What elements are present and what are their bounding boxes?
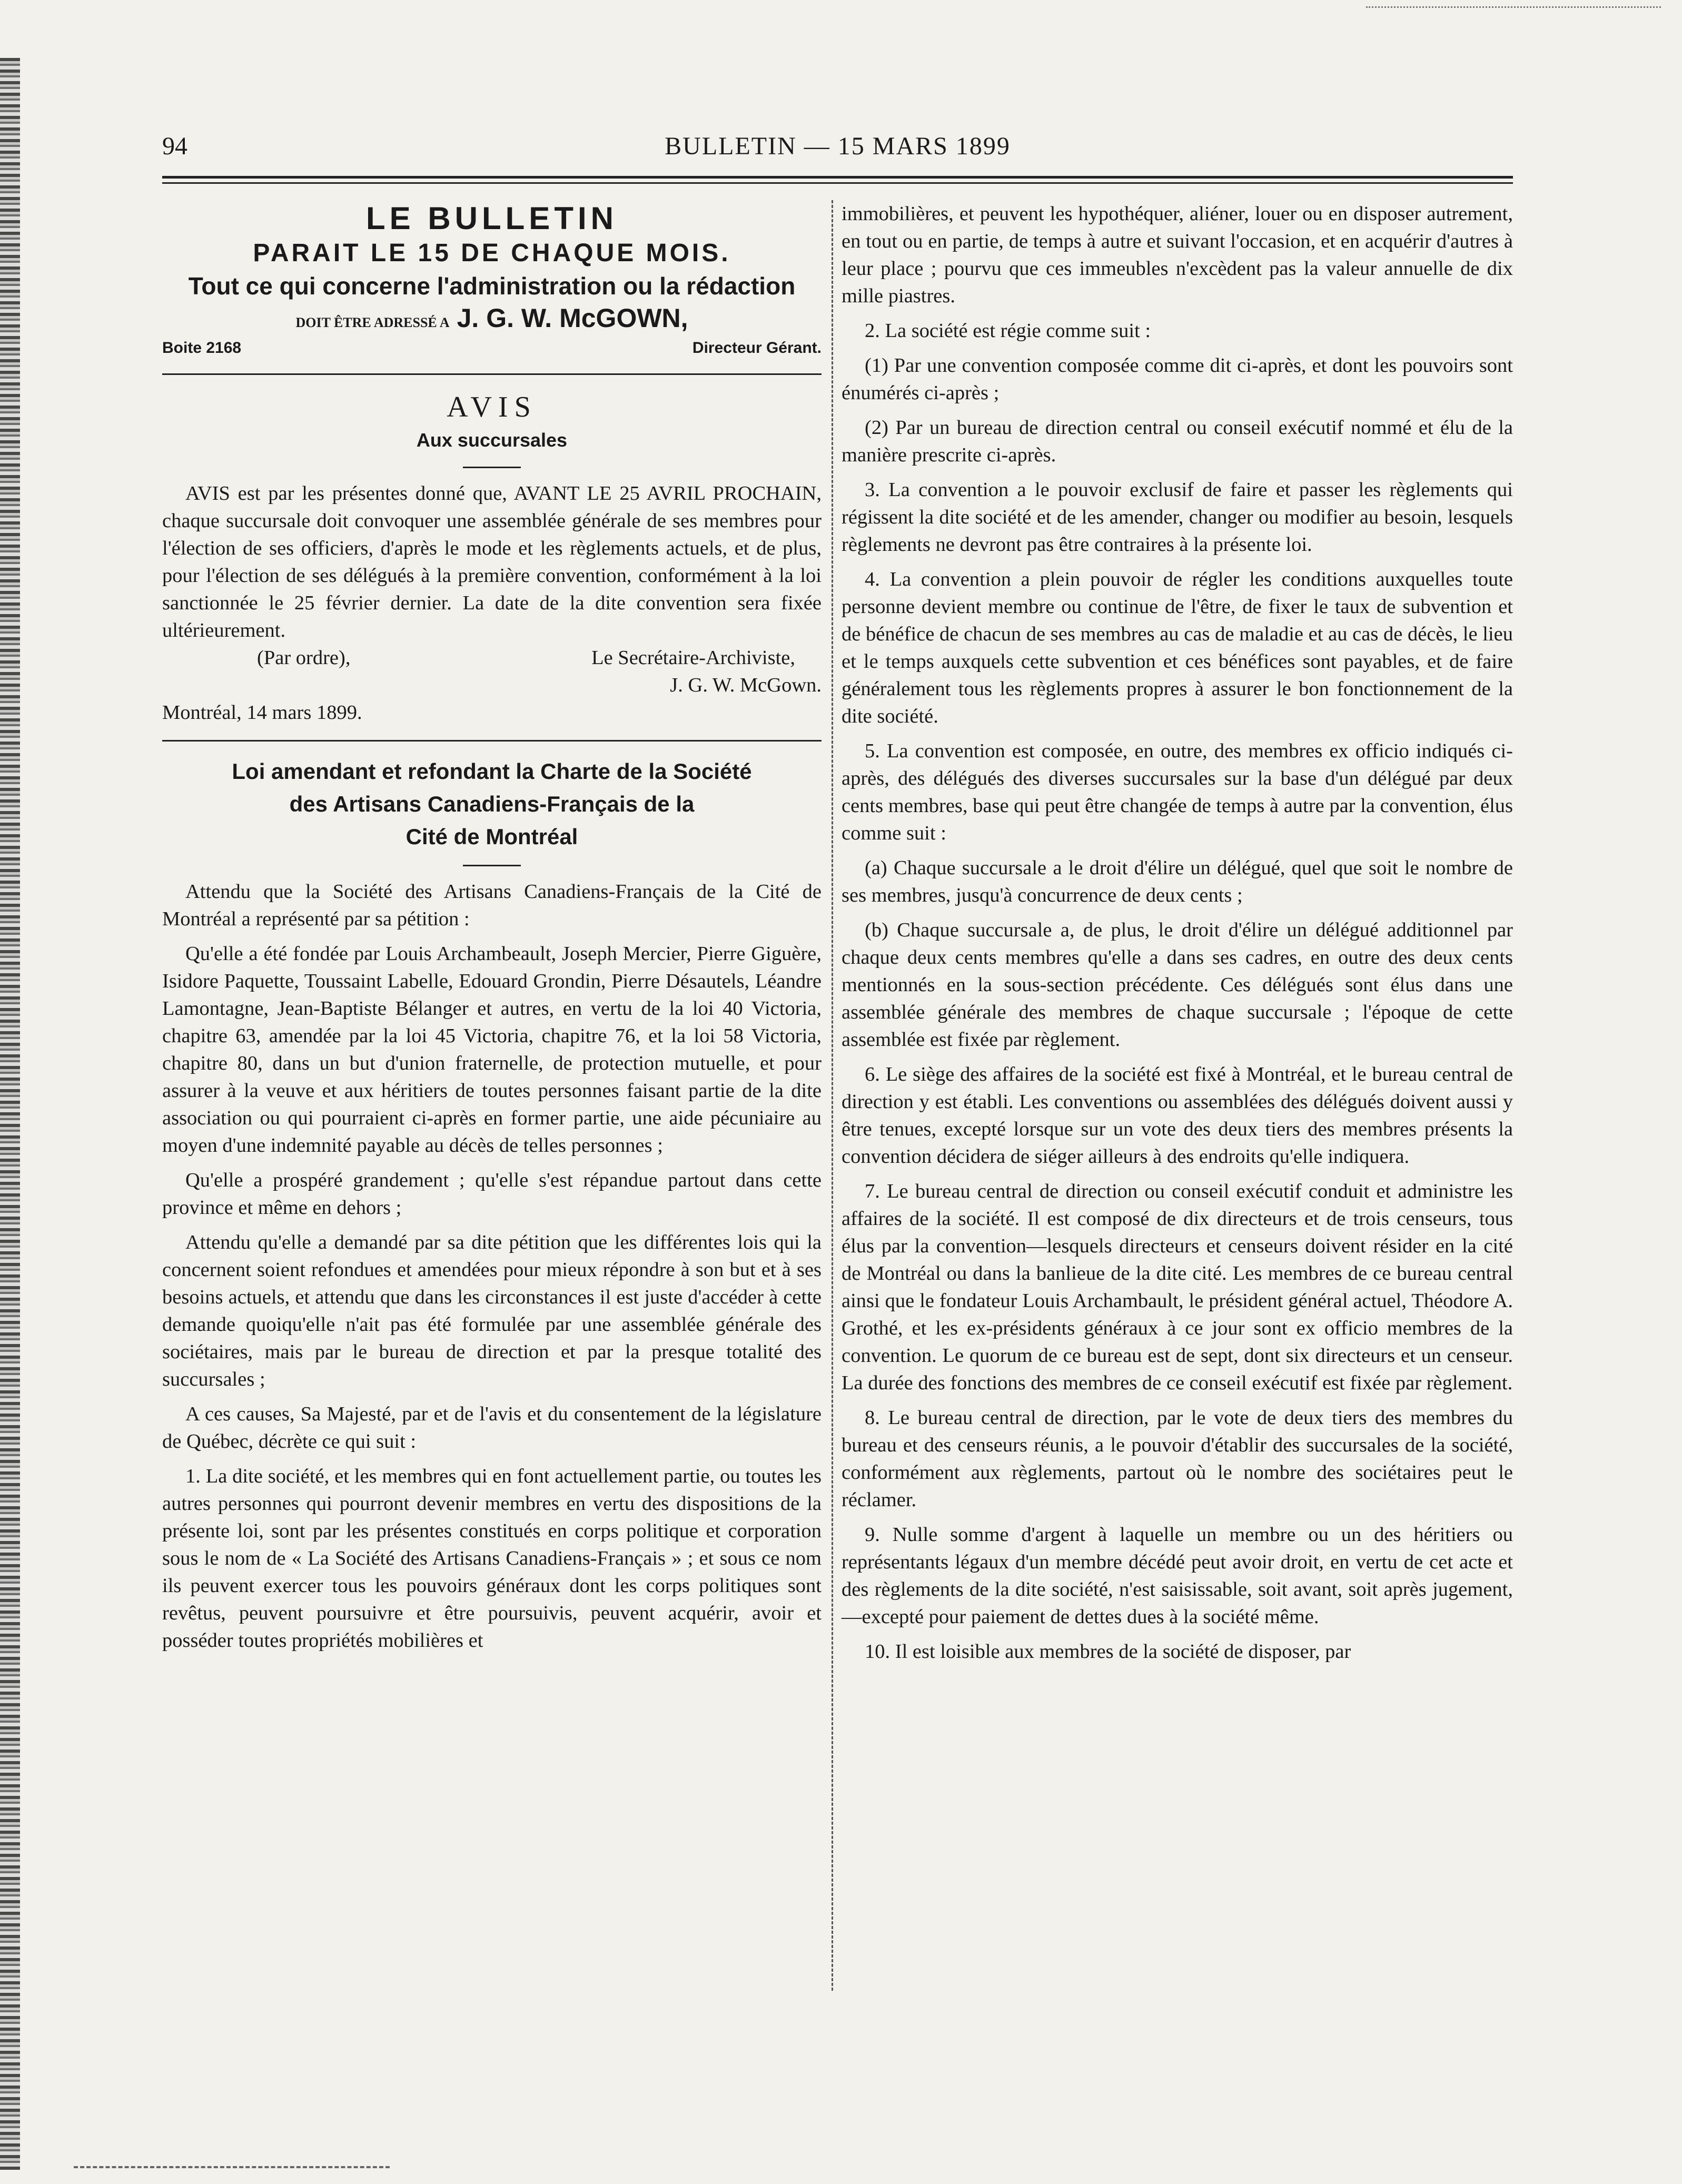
address-name: J. G. W. McGOWN, (457, 303, 688, 333)
masthead-footer (162, 337, 822, 360)
post-box: Boite 2168 (162, 339, 242, 357)
scanned-page-edge (0, 58, 20, 2170)
law-title-line: Loi amendant et refondant la Charte de la Société (232, 759, 752, 784)
law-subsection: (1) Par une convention composée comme dit ci-après, et dont les pouvoirs sont énumérés ci-après ; (842, 354, 1513, 404)
header-rule-bottom (162, 182, 1513, 184)
avis-signer-name: J. G. W. McGown. (670, 674, 822, 696)
avis-place-date: Montréal, 14 mars 1899. (162, 701, 362, 724)
scan-noise-bottom (74, 2166, 390, 2175)
law-article: 9. Nulle somme d'argent à laquelle un membre ou un des héritiers ou représentants légaux d'un membre décédé peut avoir droit, en vertu de cet acte et des règlements de la dite société, n'est saisissable, soit avant, soit après jugement,—excepté pour paiement de dettes dues à la société même. (842, 1524, 1513, 1628)
header-rule-top (162, 176, 1513, 179)
law-article: 7. Le bureau central de direction ou conseil exécutif conduit et administre les affaires de la société. Il est composé de dix directeurs et de trois censeurs, tous élus par la convention—lesquels directeurs et censeurs doivent résider en la cité de Montréal ou dans la banlieue de la dite cité. Les membres de ce bureau central ainsi que le fondateur Louis Archambault, le président général actuel, Théodore A. Grothé, et les ex-présidents généraux à ce jour sont ex officio membres de la convention. Le quorum de ce bureau est de sept, dont six directeurs et un censeur. La durée des fonctions des membres de ce conseil exécutif est fixée par règlement. (842, 1180, 1513, 1394)
page-number: 94 (162, 132, 187, 160)
law-section (162, 755, 822, 1654)
masthead-subtitle: PARAIT LE 15 DE CHAQUE MOIS. (253, 239, 731, 267)
running-title: BULLETIN — 15 MARS 1899 (665, 132, 1011, 160)
avis-body: AVIS est par les présentes donné que, AVANT LE 25 AVRIL PROCHAIN, chaque succursale doit convoquer une assemblée générale de ses membres pour l'élection de ses officiers, d'après le mode et les règlements actuels, et de plus, pour l'élection de ses délégués à la première convention, conformément à la loi sanctionnée le 25 février dernier. La date de la dite convention sera fixée ultérieurement. (162, 482, 822, 641)
column-divider (832, 200, 833, 1991)
law-article: 2. La société est régie comme suit : (865, 320, 1151, 342)
law-article: 3. La convention a le pouvoir exclusif de faire et passer les règlements qui régissent la dite société et de les amender, changer ou modifier au besoin, lesquels règlements ne devront pas être contraires à la présente loi. (842, 479, 1513, 556)
masthead (162, 200, 822, 360)
avis-order: (Par ordre), (257, 647, 351, 669)
scan-noise-top (1366, 6, 1661, 19)
law-paragraph: Attendu qu'elle a demandé par sa dite pétition que les différentes lois qui la concernent soient refondues et amendées pour mieux répondre à son but et à ses besoins actuels, et attendu que dans les circonstances il est juste d'accéder à cette demande quoiqu'elle n'ait pas été formulée par une assemblée générale des sociétaires, mais par le bureau de direction et par la presque totalité des succursales ; (162, 1231, 822, 1390)
law-article: 10. Il est loisible aux membres de la société de disposer, par (865, 1641, 1351, 1663)
section-divider (162, 740, 822, 742)
law-subsection: (2) Par un bureau de direction central ou conseil exécutif nommé et élu de la manière prescrite ci-après. (842, 417, 1513, 466)
law-title-line: des Artisans Canadiens-Français de la (289, 792, 695, 816)
law-paragraph: 1. La dite société, et les membres qui en font actuellement partie, ou toutes les autres personnes qui pourront devenir membres en vertu des dispositions de la présente loi, sont par les présentes constitués en corps politique et corporation sous le nom de « La Société des Artisans Canadiens-Français » ; et sous ce nom ils peuvent exercer tous les pouvoirs généraux dont les corps politiques sont revêtus, peuvent poursuivre et être poursuivis, peuvent acquérir, avoir et posséder toutes propriétés mobilières et (162, 1465, 822, 1652)
right-column (842, 200, 1513, 1665)
masthead-address (162, 304, 822, 337)
avis-signature-row (162, 644, 822, 671)
law-paragraph: Qu'elle a été fondée par Louis Archambeault, Joseph Mercier, Pierre Giguère, Isidore Paquette, Toussaint Labelle, Edouard Grondin, Pierre Désautels, Léandre Lamontagne, Jean-Baptiste Bélanger et autres, en vertu de la loi 40 Victoria, chapitre 63, amendée par la loi 45 Victoria, chapitre 76, et la loi 58 Victoria, chapitre 80, dans un but d'union fraternelle, de protection mutuelle, et pour assurer à la veuve et aux héritiers de toutes personnes faisant partie de la dite association ou qui pourraient ci-après en former partie, une aide pécuniaire au moyen d'une indemnité payable au décès de telles personnes ; (162, 943, 822, 1157)
masthead-line: Tout ce qui concerne l'administration ou la rédaction (188, 272, 796, 300)
law-paragraph: Qu'elle a prospéré grandement ; qu'elle s'est répandue partout dans cette province et même en dehors ; (162, 1169, 822, 1219)
page-header (162, 132, 1513, 163)
manager-role: Directeur Gérant. (692, 339, 822, 357)
avis-title: AVIS (447, 391, 537, 423)
avis-signer-title: Le Secrétaire-Archiviste, (591, 647, 795, 669)
law-paragraph: Attendu que la Société des Artisans Canadiens-Français de la Cité de Montréal a représenté par sa pétition : (162, 881, 822, 930)
law-subsection: (a) Chaque succursale a le droit d'élire un délégué, quel que soit le nombre de ses membres, jusqu'à concurrence de deux cents ; (842, 857, 1513, 906)
law-paragraph: A ces causes, Sa Majesté, par et de l'avis et du consentement de la législature de Québec, décrète ce qui suit : (162, 1403, 822, 1452)
masthead-title: LE BULLETIN (366, 201, 618, 236)
address-prefix: DOIT ÊTRE ADRESSÉ A (295, 315, 450, 330)
avis-subtitle: Aux succursales (416, 429, 568, 451)
law-paragraph: immobilières, et peuvent les hypothéquer, aliéner, louer ou en disposer autrement, en tout ou en partie, de temps à autre et suivant l'occasion, et en acquérir d'autres à leur place ; pourvu que ces immeubles n'excèdent pas la valeur annuelle de dix mille piastres. (842, 203, 1513, 307)
left-column (162, 200, 822, 1654)
law-subsection: (b) Chaque succursale a, de plus, le droit d'élire un délégué additionnel par chaque deux cents membres qu'elle a dans ses cadres, en outre des deux cents mentionnés en la sous-section précédente. Ces délégués sont élus dans une assemblée générale des membres de chaque succursale ; l'époque de cette assemblée est fixée par règlement. (842, 919, 1513, 1051)
short-rule (463, 865, 521, 866)
law-article: 4. La convention a plein pouvoir de régler les conditions auxquelles toute personne devient membre ou continue de l'être, de fixer le taux de subvention et de bénéfice de chacun de ses membres au cas de maladie et au cas de décès, le lieu et le temps auxquels cette subvention et ces bénéfices sont payables, et de faire généralement tous les règlements propres à assurer le bon fonctionnement de la dite société. (842, 568, 1513, 727)
avis-section (162, 389, 822, 726)
law-article: 6. Le siège des affaires de la société est fixé à Montréal, et le bureau central de direction y est établi. Les conventions ou assemblées des délégués doivent aussi y être tenues, excepté lorsque sur un vote des deux tiers des membres présents la convention décidera de siéger ailleurs à des endroits qu'elle indiquera. (842, 1063, 1513, 1168)
short-rule (463, 467, 521, 468)
law-title-line: Cité de Montréal (405, 824, 578, 849)
law-article: 5. La convention est composée, en outre, des membres ex officio indiqués ci-après, des délégués des diverses succursales sur la base d'un délégué par deux cents membres, base qui peut être changée de temps à autre par la convention, élus comme suit : (842, 740, 1513, 844)
law-article: 8. Le bureau central de direction, par le vote de deux tiers des membres du bureau et des censeurs réunis, a le pouvoir d'établir des succursales de la société, conformément aux règlements, partout où le nombre des sociétaires peut le réclamer. (842, 1407, 1513, 1511)
section-divider (162, 373, 822, 375)
